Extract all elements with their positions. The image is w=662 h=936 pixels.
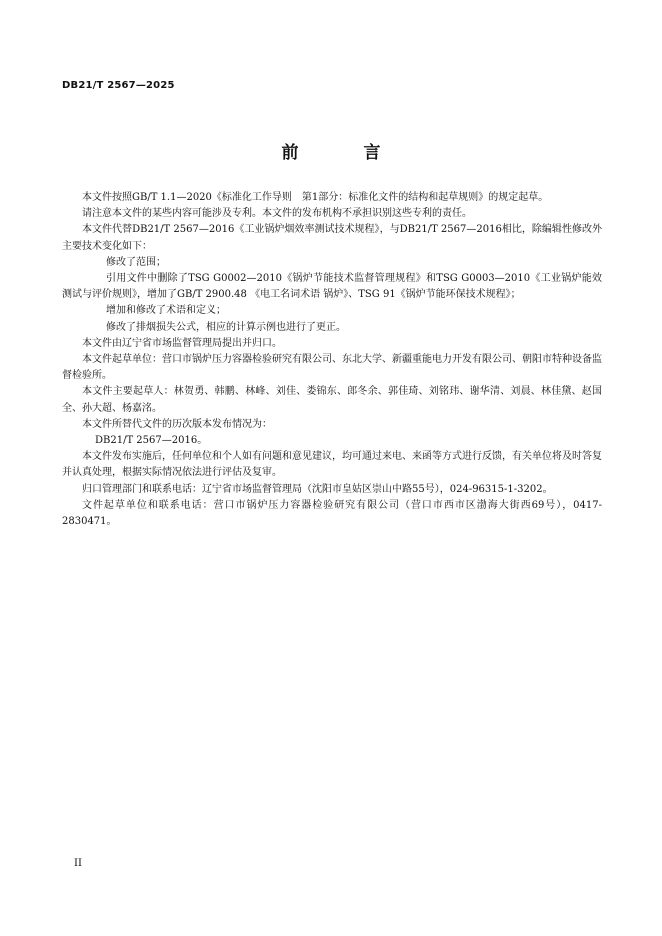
change-item-scope: 修改了范围； [106, 256, 166, 268]
change-item-terms: 增加和修改了术语和定义； [106, 305, 226, 317]
paragraph-drafting-rules: 本文件按照GB/T 1.1—2020《标准化工作导则 第1部分：标准化文件的结构和起草规则》的规定起草。 [82, 192, 549, 203]
paragraph-patent-notice: 请注意本文件的某些内容可能涉及专利。本文件的发布机构不承担识别这些专利的责任。 [82, 208, 472, 220]
history-item: DB21/T 2567—2016。 [95, 435, 208, 447]
page-number: II [74, 858, 82, 869]
paragraph-drafters: 本文件主要起草人：林贺勇、韩鹏、林峰、刘佳、娄锦东、郎冬余、郭佳琦、刘铭玮、谢华清、刘晨、林佳黛、赵国全、孙大超、杨嘉洺。 [62, 386, 602, 414]
paragraph-history: 本文件所替代文件的历次版本发布情况为： [82, 418, 272, 430]
paragraph-authority-contact: 归口管理部门和联系电话：辽宁省市场监督管理局（沈阳市皇姑区崇山中路55号），024-96315-1-3202。 [82, 483, 553, 495]
document-code: DB21/T 2567—2025 [62, 80, 175, 91]
paragraph-drafting-units: 本文件起草单位：营口市锅炉压力容器检验研究有限公司、东北大学、新疆重能电力开发有限公司、朝阳市特种设备监督检验所。 [62, 354, 602, 382]
change-item-references: 引用文件中删除了TSG G0002—2010《锅炉节能技术监督管理规程》和TSG G0003—2010《工业锅炉能效测试与评价规则》，增加了GB/T 2900.48 《电工名词术语 锅炉》、TSG 91《锅炉节能环保技术规程》； [62, 273, 602, 301]
page-title: 前 言 [281, 143, 405, 163]
paragraph-proposer: 本文件由辽宁省市场监督管理局提出并归口。 [82, 337, 282, 349]
document-body [62, 190, 602, 530]
paragraph-replacement: 本文件代替DB21/T 2567—2016《工业锅炉烟效率测试技术规程》，与DB21/T 2567—2016相比，除编辑性修改外主要技术变化如下： [62, 224, 602, 252]
change-item-formula: 修改了排烟损失公式，相应的计算示例也进行了更正。 [106, 321, 346, 333]
paragraph-feedback: 本文件发布实施后，任何单位和个人如有问题和意见建议，均可通过来电、来函等方式进行反馈，有关单位将及时答复并认真处理，根据实际情况依法进行评估及复审。 [62, 451, 602, 479]
paragraph-drafter-contact: 文件起草单位和联系电话：营口市锅炉压力容器检验研究有限公司（营口市西市区渤海大街西69号），0417-2830471。 [62, 499, 602, 528]
